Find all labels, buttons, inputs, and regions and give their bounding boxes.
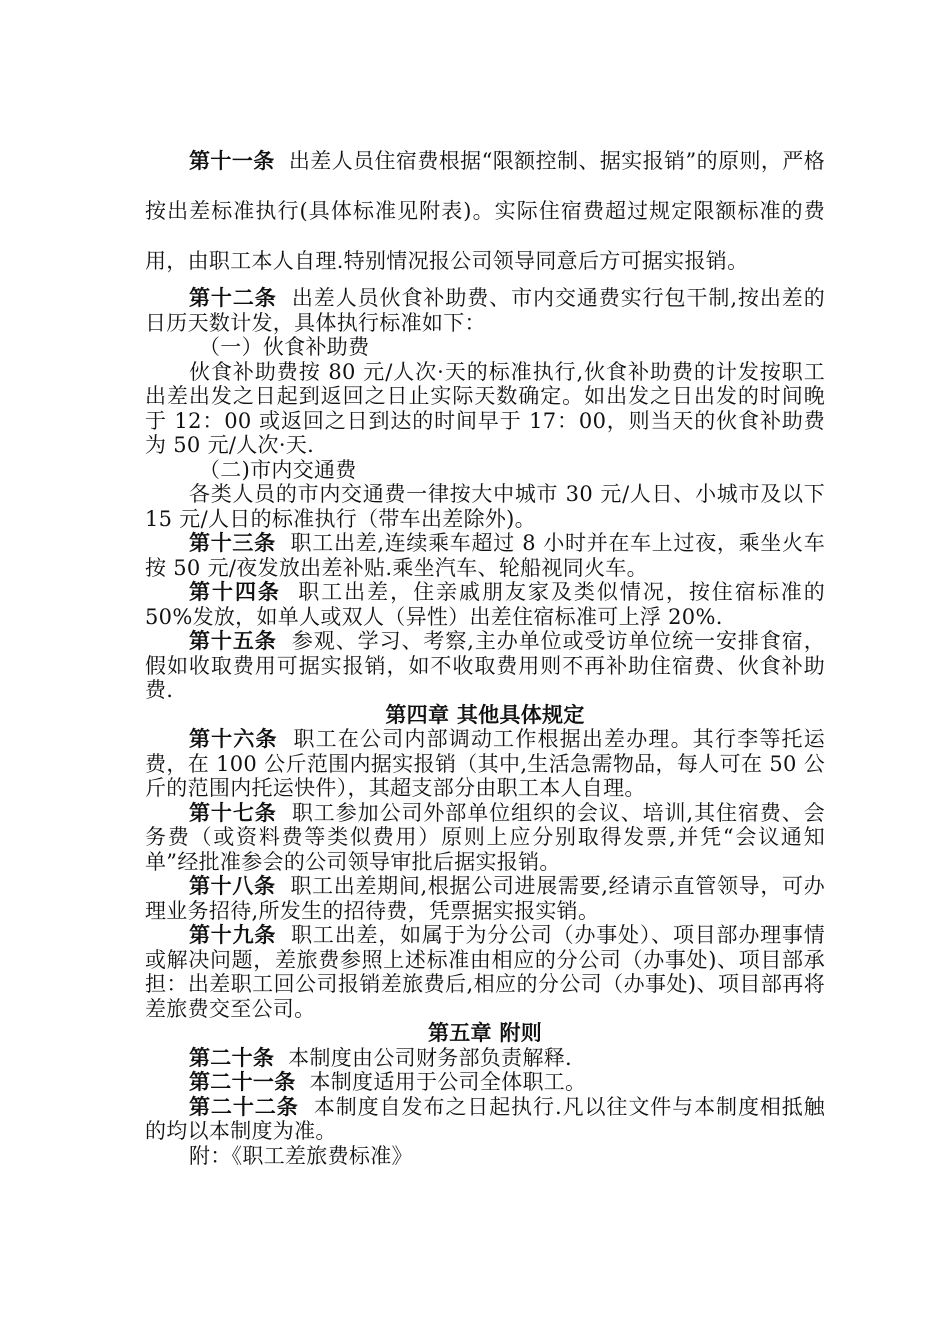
article-18: [145, 874, 825, 923]
article-16: [145, 727, 825, 801]
article-21-text: 本制度适用于公司全体职工。: [309, 1070, 587, 1094]
article-11-label: 第十一条: [189, 148, 275, 173]
article-19-label: 第十九条: [189, 922, 277, 947]
article-21-label: 第二十一条: [189, 1069, 296, 1094]
article-13: [145, 531, 825, 580]
article-13-label: 第十三条: [189, 530, 276, 555]
transport-heading: （二)市内交通费: [199, 457, 357, 482]
article-11: [145, 136, 825, 286]
article-20-text: 本制度由公司财务部负责解释.: [288, 1045, 573, 1070]
article-18-label: 第十八条: [189, 873, 276, 898]
attachment-note: 附：《职工差旅费标准》: [189, 1143, 413, 1168]
meal-allowance-heading: （一）伙食补助费: [199, 335, 370, 359]
chapter-4-heading: 第四章 其他具体规定: [385, 701, 585, 727]
article-14-label: 第十四条: [189, 579, 281, 604]
article-12-text: 出差人员伙食补助费、市内交通费实行包干制,按出差的日历天数计发，具体执行标准如下：: [145, 286, 825, 335]
article-15: [145, 629, 825, 703]
article-12: [145, 286, 825, 335]
article-16-text: 职工在公司内部调动工作根据出差办理。其行李等托运费，在 100 公斤范围内据实报销（其中,生活急需物品，每人可在 50 公斤的范围内托运快件），其超支部分由职工本人自理。: [145, 727, 826, 800]
article-13-text: 职工出差,连续乘车超过 8 小时并在车上过夜，乘坐火车按 50 元/夜发放出差补贴.乘坐汽车、轮船视同火车。: [145, 531, 825, 580]
article-14: [145, 580, 825, 629]
article-19: [145, 923, 825, 1021]
article-22: [145, 1095, 825, 1144]
article-16-label: 第十六条: [189, 726, 278, 751]
document-page: [145, 0, 825, 1168]
chapter-5-heading: 第五章 附则: [427, 1020, 543, 1045]
article-14-text: 职工出差，住亲戚朋友家及类似情况，按住宿标准的 50%发放，如单人或双人（异性）出差住宿标准可上浮 20%.: [145, 580, 825, 629]
article-20-label: 第二十条: [189, 1044, 275, 1070]
article-22-text: 本制度自发布之日起执行.凡以往文件与本制度相抵触的均以本制度为准。: [145, 1094, 826, 1143]
article-12-label: 第十二条: [189, 285, 277, 310]
article-17-text: 职工参加公司外部单位组织的会议、培训,其住宿费、会务费（或资料费等类似费用）原则上应分别取得发票,并凭“会议通知单”经批准参会的公司领导审批后据实报销。: [145, 800, 825, 874]
article-22-label: 第二十二条: [189, 1093, 299, 1119]
article-17: [145, 801, 825, 875]
article-18-text: 职工出差期间,根据公司进展需要,经请示直管领导，可办理业务招待,所发生的招待费，凭票据实报实销。: [145, 874, 826, 923]
article-20: [145, 1046, 825, 1071]
article-15-text: 参观、学习、考察,主办单位或受访单位统一安排食宿，假如收取费用可据实报销，如不收取费用则不再补助住宿费、伙食补助费.: [145, 629, 825, 702]
article-11-text: 出差人员住宿费根据“限额控制、据实报销”的原则，严格按出差标准执行(具体标准见附表)。实际住宿费超过规定限额标准的费用，由职工本人自理.特别情况报公司领导同意后方可据实报销。: [145, 149, 826, 273]
article-21: [145, 1070, 825, 1095]
transport-text: 各类人员的市内交通费一律按大中城市 30 元/人日、小城市及以下 15 元/人日的标准执行（带车出差除外)。: [145, 482, 825, 531]
meal-allowance-text: 伙食补助费按 80 元/人次·天的标准执行,伙食补助费的计发按职工出差出发之日起到返回之日止实际天数确定。如出发之日出发的时间晚于 12：00 或返回之日到达的时间早于 17：00，则当天的伙食补助费为 50 元/人次·天.: [145, 359, 825, 457]
article-17-label: 第十七条: [189, 799, 277, 825]
article-15-label: 第十五条: [189, 628, 277, 653]
article-19-text: 职工出差，如属于为分公司（办事处）、项目部办理事情或解决问题，差旅费参照上述标准由相应的分公司（办事处)、项目部承担：出差职工回公司报销差旅费后,相应的分公司（办事处)、项目部再将差旅费交至公司。: [145, 923, 826, 1021]
